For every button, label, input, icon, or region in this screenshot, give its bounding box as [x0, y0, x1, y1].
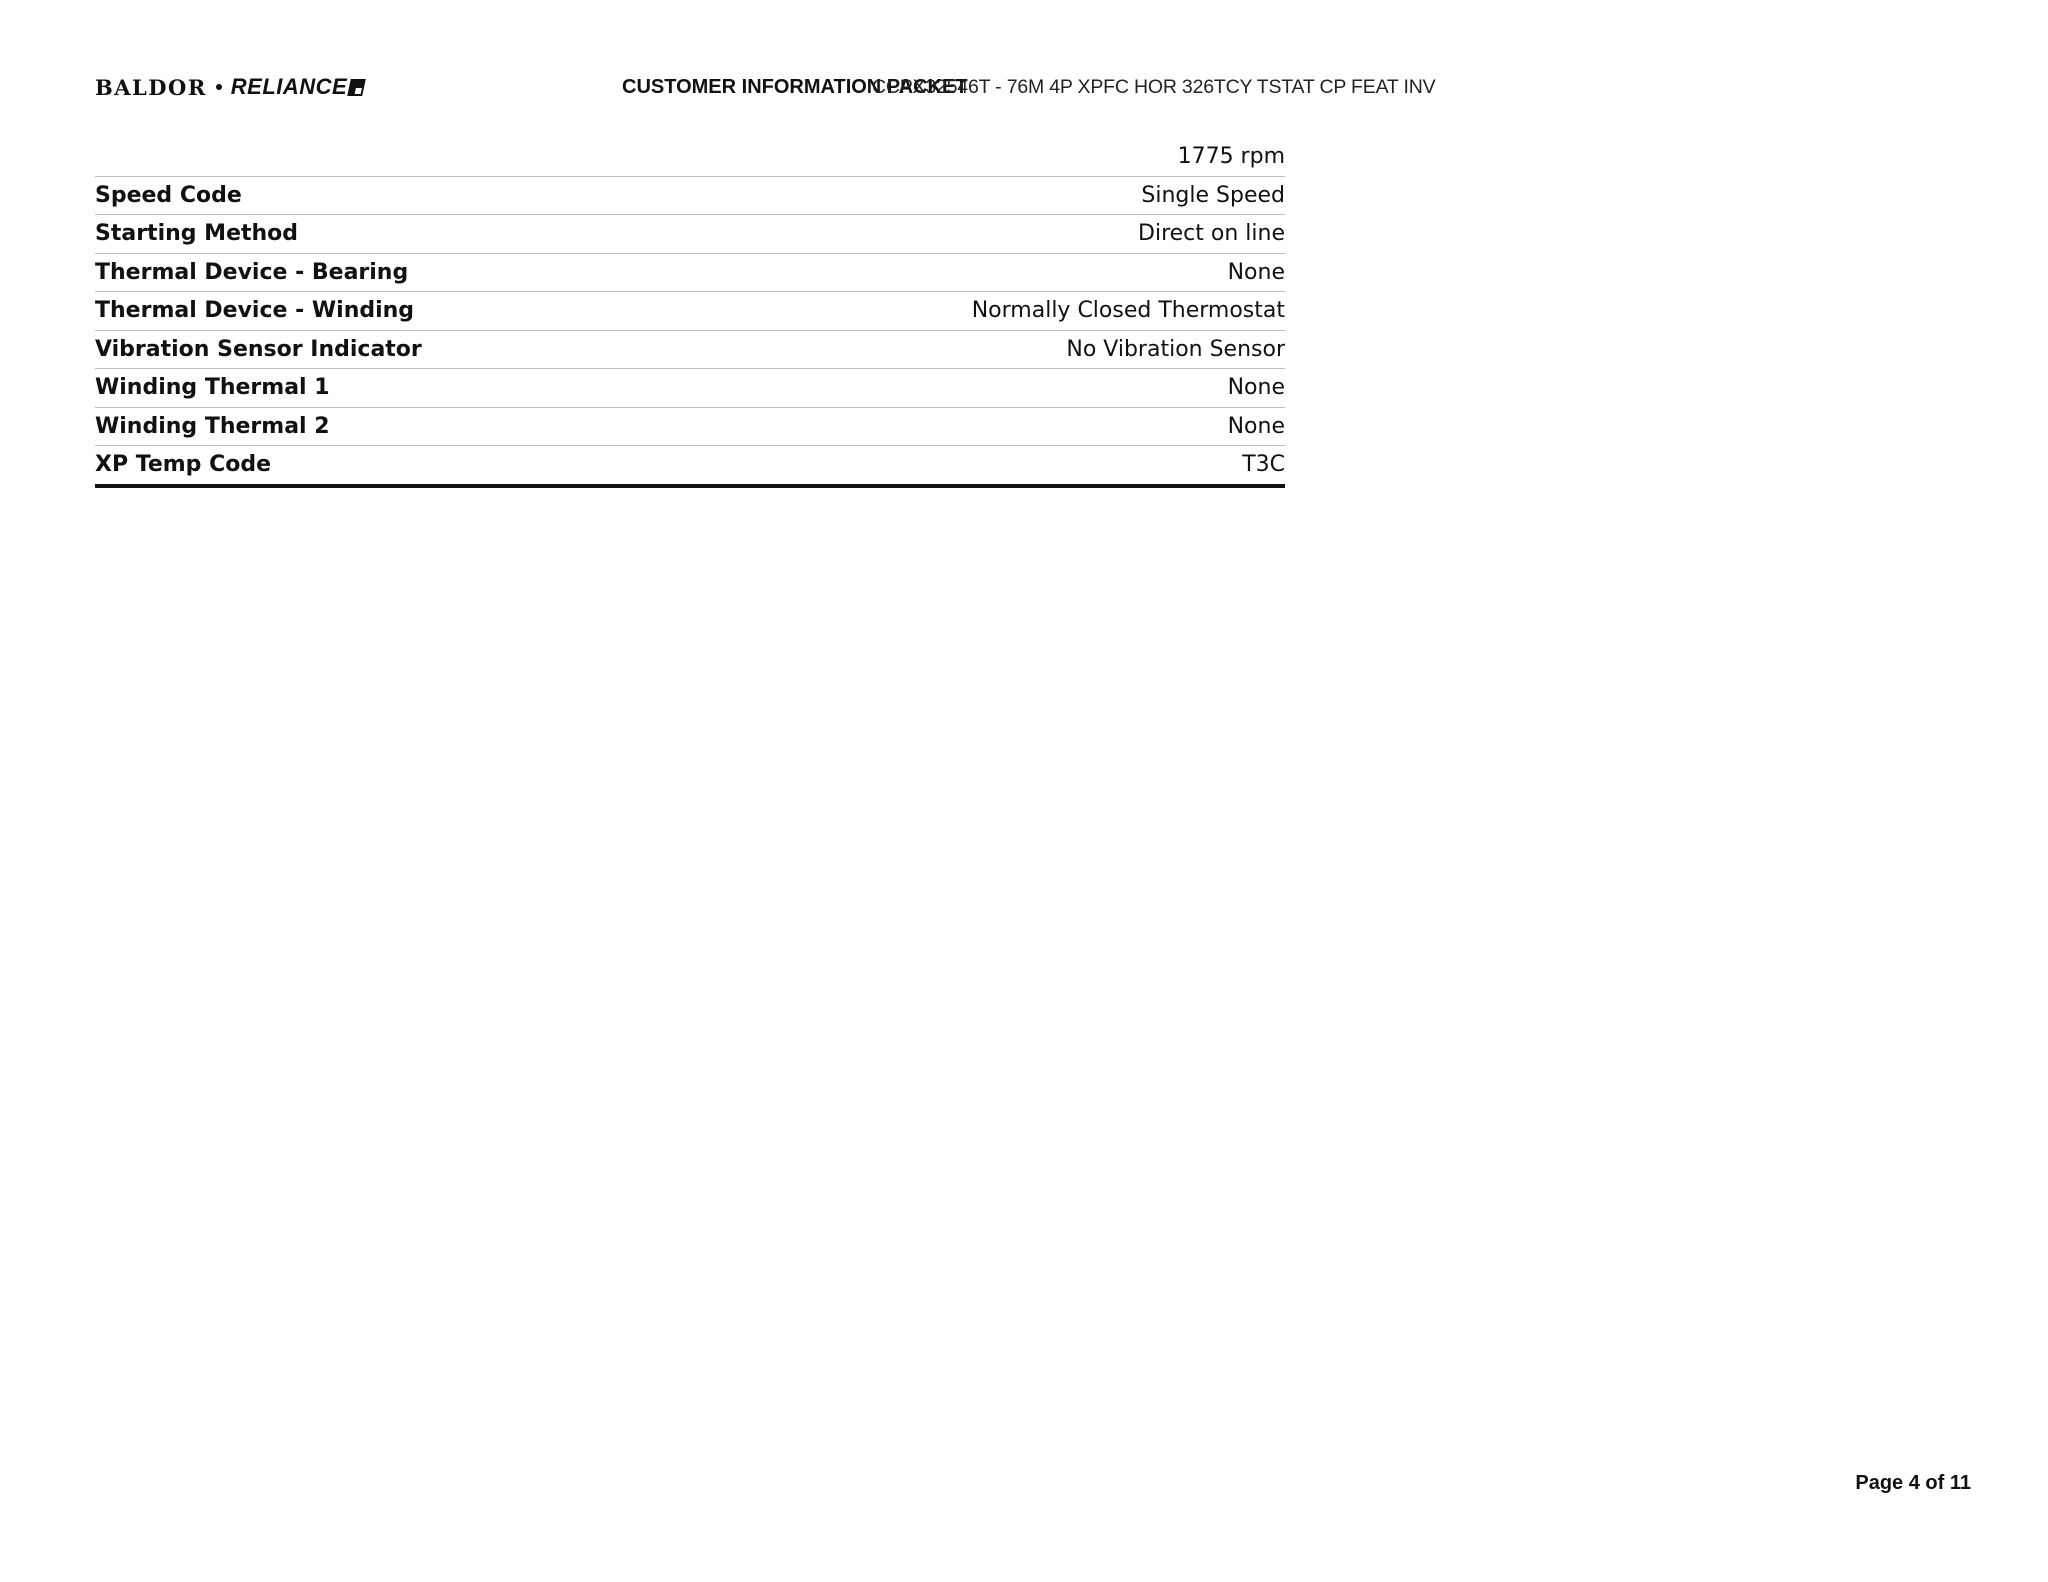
spec-value: Direct on line	[1138, 221, 1285, 247]
spec-row	[95, 331, 1285, 370]
spec-label: Winding Thermal 1	[95, 375, 330, 401]
spec-value: None	[1227, 413, 1285, 439]
spec-row	[95, 254, 1285, 293]
baldor-reliance-logo	[95, 70, 438, 104]
spec-row-continued	[95, 138, 1285, 177]
spec-value: Single Speed	[1141, 182, 1285, 208]
spec-row	[95, 369, 1285, 408]
page-number: Page 4 of 11	[1855, 1472, 1971, 1494]
logo-baldor-text: BALDOR	[95, 74, 207, 100]
logo-separator-dot	[216, 84, 222, 90]
spec-label: Winding Thermal 2	[95, 413, 330, 439]
page-header	[95, 70, 1436, 104]
spec-row	[95, 292, 1285, 331]
spec-label: Vibration Sensor Indicator	[95, 336, 422, 362]
spec-row	[95, 408, 1285, 447]
spec-label: Thermal Device - Bearing	[95, 259, 409, 285]
packet-title: CUSTOMER INFORMATION PACKET	[622, 75, 968, 98]
spec-value: Normally Closed Thermostat	[971, 298, 1285, 324]
spec-value: 1775 rpm	[1177, 144, 1285, 170]
spec-label: Starting Method	[95, 221, 299, 247]
spec-label: Speed Code	[95, 182, 242, 208]
logo-reliance-text: RELIANCE	[230, 74, 348, 99]
product-description: CCPX32546T - 76M 4P XPFC HOR 326TCY TSTAT CP FEAT INV	[872, 75, 1436, 98]
spec-label: Thermal Device - Winding	[95, 298, 415, 324]
reliance-mark-icon	[347, 79, 366, 96]
spec-value: None	[1227, 259, 1285, 285]
spec-label: XP Temp Code	[95, 452, 272, 478]
spec-row	[95, 446, 1285, 488]
spec-row	[95, 215, 1285, 254]
spec-table	[95, 138, 1285, 488]
spec-value: None	[1227, 375, 1285, 401]
spec-row	[95, 177, 1285, 216]
spec-value: No Vibration Sensor	[1066, 336, 1285, 362]
spec-value: T3C	[1242, 452, 1285, 478]
